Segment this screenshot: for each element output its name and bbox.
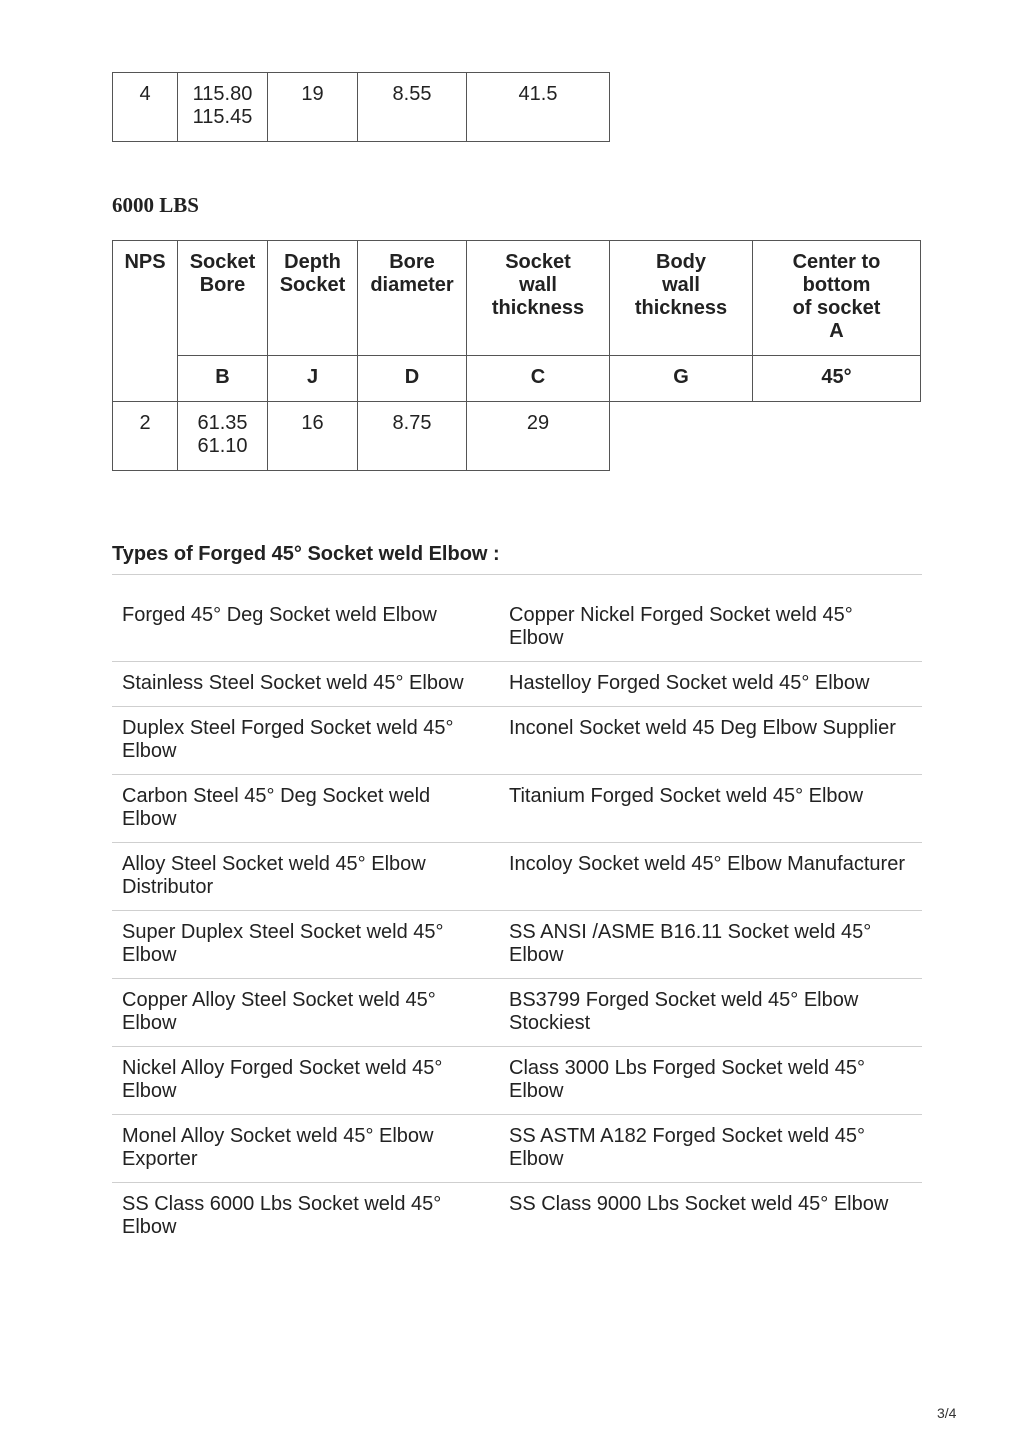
- type-item: SS ASTM A182 Forged Socket weld 45° Elbow: [509, 1125, 865, 1170]
- type-item: Titanium Forged Socket weld 45° Elbow: [509, 785, 864, 807]
- symbol-d: D: [358, 356, 467, 402]
- header-nps: NPS: [113, 241, 178, 402]
- cell-nps: 4: [113, 73, 178, 142]
- type-item: Stainless Steel Socket weld 45° Elbow: [122, 672, 464, 694]
- table-symbol-row: [113, 356, 921, 402]
- type-item: Incoloy Socket weld 45° Elbow Manufacturer: [509, 853, 905, 875]
- list-item: [112, 843, 922, 911]
- type-item: Class 3000 Lbs Forged Socket weld 45° Elbow: [509, 1057, 865, 1102]
- cell-depth-socket: 19: [268, 73, 358, 142]
- type-item: Duplex Steel Forged Socket weld 45° Elbow: [122, 717, 454, 762]
- list-item: [112, 662, 922, 707]
- header-depth-socket: Depth Socket: [268, 241, 358, 356]
- types-heading: Types of Forged 45° Socket weld Elbow :: [112, 543, 500, 565]
- type-item: SS ANSI /ASME B16.11 Socket weld 45° Elbow: [509, 921, 872, 966]
- type-item: Nickel Alloy Forged Socket weld 45° Elbow: [122, 1057, 443, 1102]
- header-body-wall: Body wall thickness: [610, 241, 753, 356]
- cell-depth-socket: 16: [268, 402, 358, 471]
- type-item: Inconel Socket weld 45 Deg Elbow Supplier: [509, 717, 896, 739]
- type-item: Hastelloy Forged Socket weld 45° Elbow: [509, 672, 870, 694]
- dimension-table-6000: [112, 240, 921, 471]
- empty-cell: [610, 402, 753, 471]
- cell-bore-diameter: 8.55: [358, 73, 467, 142]
- header-socket-wall: Socket wall thickness: [467, 241, 610, 356]
- cell-socket-wall: 29: [467, 402, 610, 471]
- list-item: [112, 979, 922, 1047]
- type-item: SS Class 9000 Lbs Socket weld 45° Elbow: [509, 1193, 889, 1215]
- header-center-bottom: Center to bottom of socket A: [753, 241, 921, 356]
- cell-socket-bore: 115.80 115.45: [178, 73, 268, 142]
- symbol-45: 45°: [753, 356, 921, 402]
- list-item: [112, 594, 922, 662]
- type-item: SS Class 6000 Lbs Socket weld 45° Elbow: [122, 1193, 442, 1238]
- list-item: [112, 707, 922, 775]
- table-row: [113, 402, 921, 471]
- cell-nps: 2: [113, 402, 178, 471]
- cell-socket-wall: 41.5: [467, 73, 610, 142]
- header-bore-diameter: Bore diameter: [358, 241, 467, 356]
- symbol-g: G: [610, 356, 753, 402]
- type-item: Copper Nickel Forged Socket weld 45° Elbow: [509, 604, 853, 649]
- types-list: [112, 594, 922, 1250]
- type-item: Super Duplex Steel Socket weld 45° Elbow: [122, 921, 444, 966]
- page-number: 3/4: [937, 1405, 957, 1421]
- empty-cell: [753, 402, 921, 471]
- list-item: [112, 911, 922, 979]
- cell-bore-diameter: 8.75: [358, 402, 467, 471]
- type-item: Monel Alloy Socket weld 45° Elbow Exporter: [122, 1125, 434, 1170]
- type-item: Alloy Steel Socket weld 45° Elbow Distributor: [122, 853, 426, 898]
- header-socket-bore: Socket Bore: [178, 241, 268, 356]
- table-header-row: [113, 241, 921, 356]
- dimension-table-continued: [112, 72, 610, 142]
- section-title: 6000 LBS: [112, 193, 199, 217]
- type-item: Carbon Steel 45° Deg Socket weld Elbow: [122, 785, 431, 830]
- type-item: Forged 45° Deg Socket weld Elbow: [122, 604, 437, 626]
- list-item: [112, 1047, 922, 1115]
- list-item: [112, 1115, 922, 1183]
- table-row: [113, 73, 610, 142]
- divider: [112, 574, 922, 575]
- type-item: BS3799 Forged Socket weld 45° Elbow Stockiest: [509, 989, 859, 1034]
- symbol-j: J: [268, 356, 358, 402]
- symbol-c: C: [467, 356, 610, 402]
- list-item: [112, 775, 922, 843]
- list-item: [112, 1183, 922, 1250]
- cell-socket-bore: 61.35 61.10: [178, 402, 268, 471]
- symbol-b: B: [178, 356, 268, 402]
- type-item: Copper Alloy Steel Socket weld 45° Elbow: [122, 989, 436, 1034]
